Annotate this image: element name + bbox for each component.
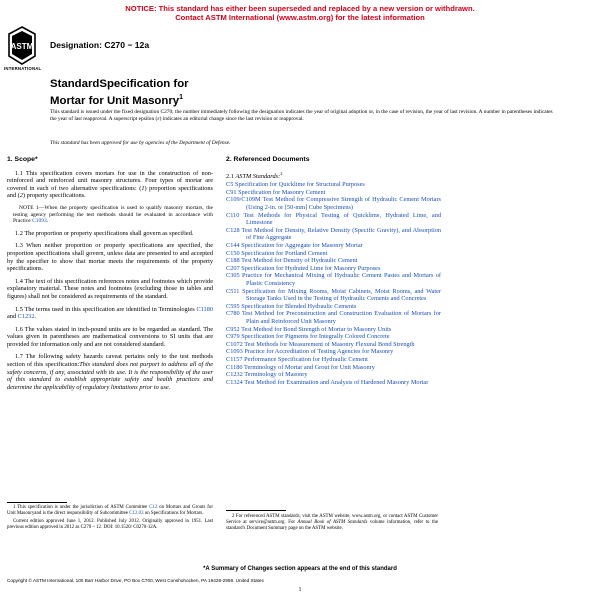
notice-line-1: NOTICE: This standard has either been superseded and replaced by a new version or withdrawn. [125,4,475,13]
reference-code[interactable]: C780 [226,310,240,318]
reference-code[interactable]: C952 [226,325,240,333]
reference-code[interactable]: C110 [226,211,240,219]
reference-code[interactable]: C1072 [226,340,243,348]
reference-title[interactable]: Terminology of Masonry [244,371,308,379]
note-1: NOTE 1—When the property specification is used to qualify masonry mortars, the testing agency performing the test methods should be evaluated in accordance with Practice C1093. [13,204,213,225]
reference-title[interactable]: Terminology of Mortar and Grout for Unit Masonry [244,363,375,371]
reference-code[interactable]: C144 [226,242,240,250]
reference-title[interactable]: Test Methods for Physical Testing of Quicklime, Hydrated Lime, and Limestone [243,211,441,227]
reference-title[interactable]: Test Method for Bond Strength of Mortar to Masonry Units [241,325,392,333]
reference-item[interactable] [226,181,441,189]
reference-code[interactable]: C91 [226,188,237,196]
reference-title[interactable]: Performance Specification for Hydraulic Cement [244,355,368,363]
link-c1093[interactable]: C1093 [32,218,47,225]
footnote-2: 2 For referenced ASTM standards, visit the ASTM website, www.astm.org, or contact ASTM Customer Service at service@astm.org. For Annual Book of ASTM Standards volume information, refer to the standard's Document Summary page on the ASTM website. [226,514,438,532]
para-1-2: 1.2 The proportion or property specifications shall govern as specified. [15,229,194,237]
para-1-4: 1.4 The text of this specification references notes and footnotes which provide explanatory material. These notes and footnotes (excluding those in tables and figures) shall not be considered as requirements of the standard. [7,277,213,300]
notice-line-2: Contact ASTM International (www.astm.org) for the latest information [175,13,425,22]
reference-item[interactable] [226,341,441,349]
page-number: 1 [298,587,302,593]
logo-emblem-text: ASTM [10,42,34,51]
title-footnote-marker[interactable]: 1 [179,94,184,101]
reference-code[interactable]: C1232 [226,371,243,379]
designation: Designation: C270 − 12a [50,40,150,50]
reference-code[interactable]: C207 [226,264,240,272]
reference-code[interactable]: C1093 [226,348,243,356]
left-column [7,156,213,396]
reference-title[interactable]: Specification for Quicklime for Structural Purposes [234,181,365,189]
intro-paragraph: This standard is issued under the fixed designation C270; the number immediately following the designation indicates the year of original adoption or, in the case of revision, the year of last revision. A number in parentheses indicates the year of last reapproval. A superscript epsilon (ε) indicates an editorial change since the last revision or reapproval. [50,109,553,122]
reference-title[interactable]: Test Method for Compressive Strength of Hydraulic Cement Mortars (Using 2-in. or [50-mm] Cube Specimens) [246,196,441,212]
reference-item[interactable] [226,364,441,372]
title-line-2 [50,91,189,108]
reference-title[interactable]: Test Method for Density of Hydraulic Cement [241,257,358,265]
para-1-3: 1.3 When neither proportion or property specifications are specified, the proportion specifications shall govern, unless data are presented to and accepted by the specifier to show that mortar meets the requirements of the property specifications. [7,242,213,273]
footnote-rule-right [226,510,286,511]
reference-code[interactable]: C595 [226,302,240,310]
reference-code[interactable]: C109/C109M [226,196,261,204]
reference-title[interactable]: Test Method for Density, Relative Density (Specific Gravity), and Absorption of Fine Aggregate [241,226,441,242]
reference-title[interactable]: Test Method for Preconstruction and Construction Evaluation of Mortars for Plain and Reinforced Unit Masonry [241,310,441,325]
footnote-rule-left [7,502,67,503]
reference-title[interactable]: Practice for Accreditation of Testing Agencies for Masonry [244,348,394,356]
reference-item[interactable] [226,196,441,211]
reference-title[interactable]: Test Methods for Measurement of Masonry Flexural Bond Strength [244,340,415,348]
reference-item[interactable] [226,257,441,265]
reference-code[interactable]: C305 [226,272,240,280]
reference-item[interactable] [226,250,441,258]
reference-title[interactable]: Specification for Blended Hydraulic Cements [241,302,357,310]
reference-title[interactable]: Test Method for Examination and Analysis of Hardened Masonry Mortar [244,378,429,386]
reference-item[interactable] [226,333,441,341]
reference-code[interactable]: C511 [226,287,240,295]
link-c12-03[interactable]: C12.03 [129,511,144,517]
reference-item[interactable] [226,189,441,197]
reference-code[interactable]: C150 [226,249,240,257]
footnote-1: 1 This specification is under the jurisdiction of ASTM Committee C12 on Mortars and Grouts for Unit Masonryand is the direct responsibility of Subcommittee C12.03 on Specifications for Mortars. Current edition approved June 1, 2012. Published July 2012. Originally approved in 1951. Last previous edition approved in 2012 as C270 – 12. DOI: 10.1520/ C0270-12A. [7,505,213,531]
reference-item[interactable] [226,326,441,334]
para-1-6: 1.6 The values stated in inch-pound units are to be regarded as standard. The values given in parentheses are mathematical conversions to SI units that are provided for information only and are not considered standard. [7,325,213,348]
reference-title[interactable]: Specification for Pigments for Integrally Colored Concrete [241,333,390,341]
astm-logo-icon [7,26,37,66]
link-c1232[interactable]: C1232 [17,313,35,321]
reference-title[interactable]: Specification for Masonry Cement [238,188,326,196]
reference-item[interactable] [226,310,441,325]
reference-item[interactable] [226,212,441,227]
reference-item[interactable] [226,303,441,311]
reference-item[interactable] [226,348,441,356]
reference-item[interactable] [226,242,441,250]
right-column [226,156,441,386]
logo-wordmark: INTERNATIONAL [4,66,42,71]
summary-of-changes-note: *A Summary of Changes section appears at the end of this standard [203,566,397,572]
reference-title[interactable]: Specification for Hydrated Lime for Masonry Purposes [241,264,381,272]
copyright-line: Copyright © ASTM International, 100 Barr Harbor Drive, PO Box C700, West Conshohocken, PA 19428-2959. United States [7,578,264,583]
reference-code[interactable]: C1180 [226,363,243,371]
link-c1180[interactable]: C1180 [196,305,213,313]
title-line-2-text: Mortar for Unit Masonry [50,94,180,107]
reference-item[interactable] [226,265,441,273]
references-heading: 2. Referenced Documents [226,156,310,163]
reference-title[interactable]: Specification for Aggregate for Masonry Mortar [241,242,363,250]
reference-code[interactable]: C188 [226,257,240,265]
reference-code[interactable]: C979 [226,333,240,341]
para-1-7: 1.7 The following safety hazards caveat pertains only to the test methods section of this specification:This standard does not purport to address all of the safety concerns, if any, associated with its use. It is the responsibility of the user of this standard to establish appropriate safety and health practices and determine the applicability of regulatory limitations prior to use. [7,353,213,391]
reference-item[interactable] [226,371,441,379]
reference-item[interactable] [226,379,441,387]
document-title [50,78,189,108]
reference-title[interactable]: Specification for Portland Cement [241,249,328,257]
para-1-5: 1.5 The terms used in this specification are identified in Terminologies C1180 and C1232. [7,305,213,321]
scope-heading: 1. Scope* [7,156,38,163]
reference-code[interactable]: C5 [226,181,234,189]
supersede-notice [0,4,600,22]
reference-list [226,181,441,386]
link-c12[interactable]: C12 [149,505,158,510]
reference-code[interactable]: C1324 [226,378,243,386]
reference-title[interactable]: Practice for Mechanical Mixing of Hydraulic Cement Pastes and Mortars of Plastic Consistency [242,272,441,287]
reference-item[interactable] [226,227,441,242]
reference-code[interactable]: C128 [226,226,240,234]
reference-item[interactable] [226,288,441,303]
dod-approval-note: This standard has been approved for use by agencies of the Department of Defense. [50,140,231,146]
reference-title[interactable]: Specification for Mixing Rooms, Moist Cabinets, Moist Rooms, and Water Storage Tanks Used in the Testing of Hydraulic Cements and Concretes [242,287,441,303]
title-line-1: StandardSpecification for [50,78,189,90]
reference-code[interactable]: C1157 [226,355,243,363]
reference-item[interactable] [226,272,441,287]
para-1-1: 1.1 This specification covers mortars for use in the construction of non-reinforced and reinforced unit masonry structures. Four types of mortar are covered in each of two alternative specifications: (1) proportion specifications and (2) property specifications. [7,169,213,200]
astm-standards-subheading: 2.1 ASTM Standards:$^2$ [226,170,283,180]
reference-item[interactable] [226,356,441,364]
